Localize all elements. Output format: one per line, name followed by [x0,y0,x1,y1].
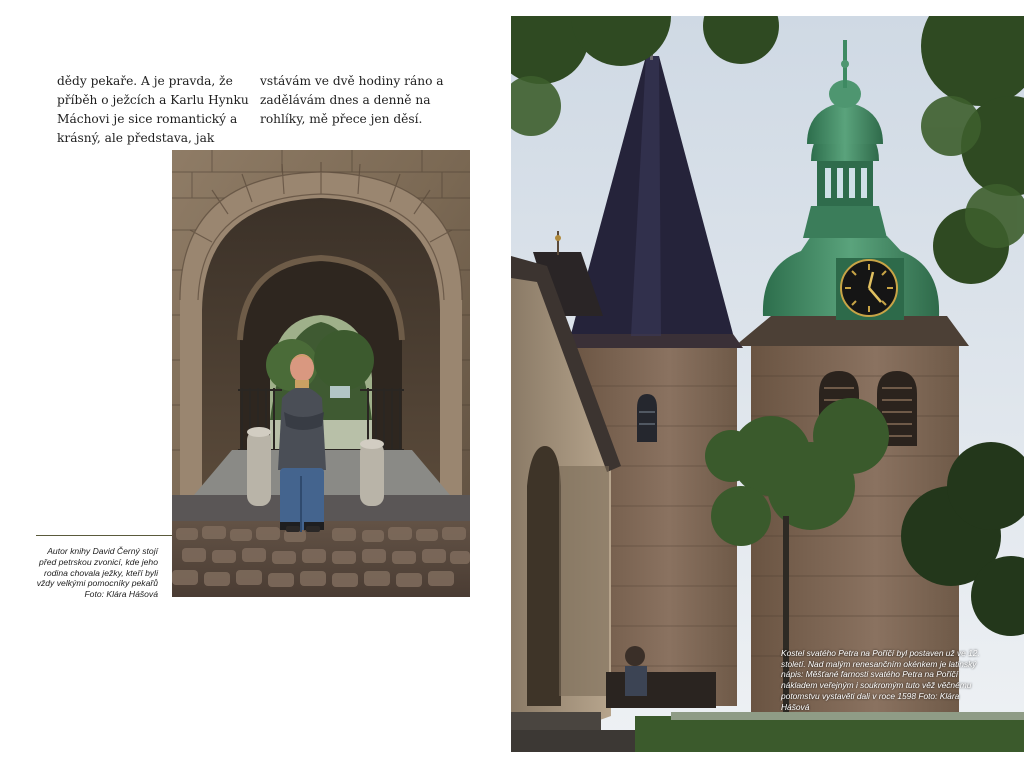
archway-photo [172,150,470,597]
church-photo [511,16,1024,752]
caption-rule [36,535,172,536]
photo-caption-right: Kostel svatého Petra na Poříčí byl postaven už ve 12. století. Nad malým renesančním okénkem je latinský nápis: Měšťané farnosti svatého Petra na Poříčí nákladem veřejným i soukromým tuto věž věčnému potomstvu vystavěti dali v roce 1598 Foto: Klára Hášová [781,648,980,712]
body-text-column-2: vstávám ve dvě hodiny ráno a zadělávám dnes a denně na rohlíky, mě přece jen děsí. [260,74,444,126]
photo-caption-left: Autor knihy David Černý stojí před petrskou zvonicí, kde jeho rodina chovala ježky, kteří byli vždy velkými pomocníky pekařů Foto: Klára Hášová [36,546,158,600]
body-text-column-1: dědy pekaře. A je pravda, že příběh o ježcích a Karlu Hynku Máchovi je sice romantický a krásný, ale představa, jak [57,74,249,145]
